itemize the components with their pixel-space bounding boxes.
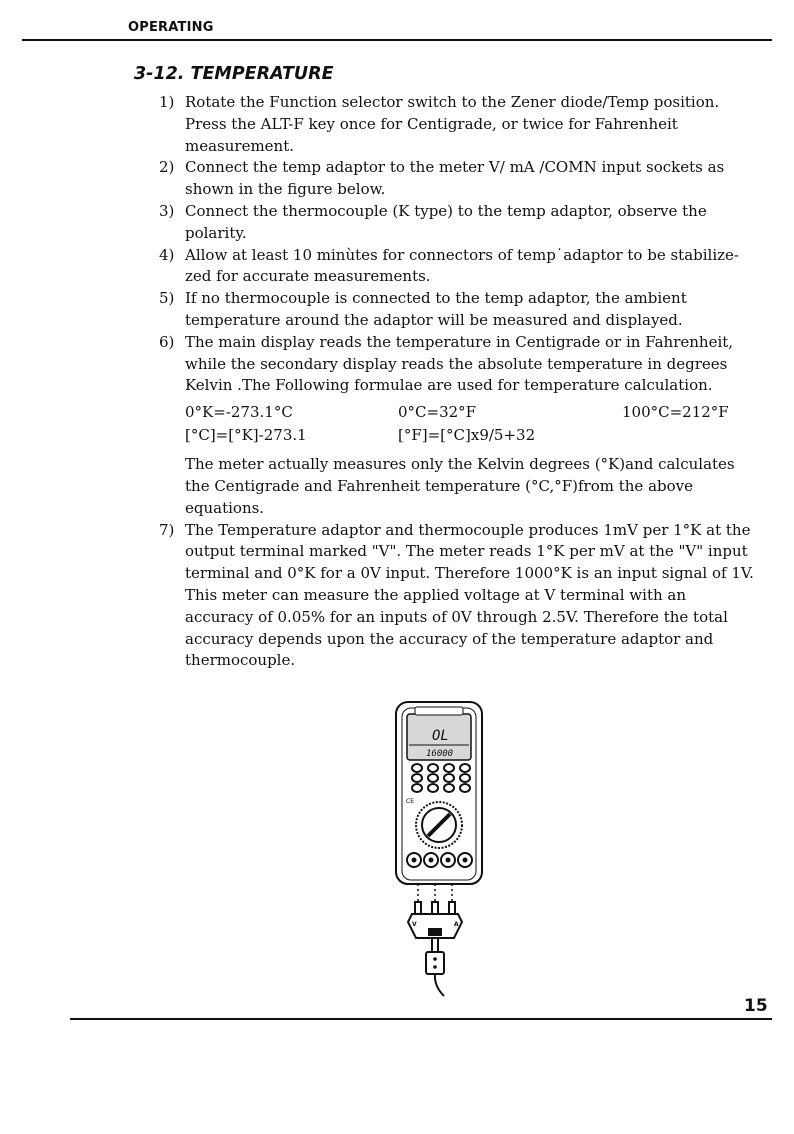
thermocouple-connector-prongs (432, 938, 438, 952)
kelvin-paragraph: The meter actually measures only the Kelvin degrees (°K)and calculates the Centigrade and Fahrenheit temperature (°C,°F)from the above equations. (185, 455, 735, 517)
header-rule (22, 39, 772, 41)
adaptor-v-label: V (412, 921, 417, 928)
adaptor-a-label: A (454, 921, 459, 928)
adaptor-leads (418, 884, 452, 902)
formula-celsius-from-kelvin: [°C]=[°K]-273.1 (185, 426, 307, 445)
footer-rule (70, 1018, 772, 1020)
list-item (159, 332, 759, 397)
ce-mark: CE (406, 798, 414, 805)
item-text: Connect the thermocouple (K type) to the temp adaptor, observe the polarity. (185, 201, 707, 242)
plug-screw-top (433, 957, 437, 961)
item-text: Rotate the Function selector switch to the Zener diode/Temp position. Press the ALT-F key once for Centigrade, or twice for Fahrenheit measurement. (185, 93, 720, 155)
item-number: 3) (159, 201, 175, 220)
item-text: If no thermocouple is connected to the temp adaptor, the ambient temperature around the adaptor will be measured and displayed. (185, 289, 687, 329)
plug-screw-bottom (433, 965, 437, 969)
lcd-main-reading: OL (432, 728, 449, 744)
item-text: The main display reads the temperature in Centigrade or in Fahrenheit, while the secondary display reads the absolute temperature in degrees Kelvin .The Following formulae are used for temperature calculation. (185, 332, 734, 395)
list-item (159, 157, 759, 201)
list-item (159, 520, 759, 673)
list-item (159, 92, 759, 157)
item-text: Allow at least 10 minùtes for connectors of temp˙adaptor to be stabilize-zed for accurate measurements. (185, 245, 739, 286)
item-text: The Temperature adaptor and thermocouple produces 1mV per 1°K at the output terminal marked "V". The meter reads 1°K per mV at the "V" input terminal and 0°K for a 0V input. Therefore 1000°K is an input signal of 1V. This meter can measure the applied voltage at V terminal with an accuracy of 0.05% for an inputs of 0V through 2.5V. Therefore the total accuracy depends upon the accuracy of the temperature adaptor and thermocouple. (185, 520, 754, 670)
formula-block (185, 402, 759, 446)
item-number: 1) (159, 93, 175, 111)
running-header: OPERATING (128, 20, 214, 35)
temp-adaptor-pins (415, 902, 455, 914)
adaptor-socket (428, 928, 442, 936)
section-title: 3-12. TEMPERATURE (134, 64, 334, 84)
thermocouple-cable (435, 974, 444, 996)
formula-fahrenheit-from-celsius: [°F]=[°C]x9/5+32 (398, 426, 536, 445)
item-number: 2) (159, 158, 175, 177)
body-text (159, 92, 759, 672)
item-number: 6) (159, 332, 175, 351)
multimeter-figure (388, 700, 488, 1000)
formula-boiling-point: 100°C=212°F (622, 403, 729, 422)
formula-celsius-to-fahrenheit: 0°C=32°F (398, 403, 477, 422)
lcd-secondary-reading: 16000 (426, 749, 454, 759)
item-text: Connect the temp adaptor to the meter V/ mA /COMN input sockets as shown in the figure below. (185, 158, 725, 199)
thermocouple-plug (426, 952, 444, 974)
list-item (159, 245, 759, 289)
list-item (159, 288, 759, 332)
page-number: 15 (744, 996, 768, 1016)
formula-kelvin-to-celsius: 0°K=-273.1°C (185, 403, 293, 422)
item-number: 4) (159, 245, 175, 264)
list-item (159, 201, 759, 245)
item-number: 7) (159, 520, 175, 539)
lcd-top-tab (415, 707, 463, 715)
item-number: 5) (159, 289, 175, 308)
